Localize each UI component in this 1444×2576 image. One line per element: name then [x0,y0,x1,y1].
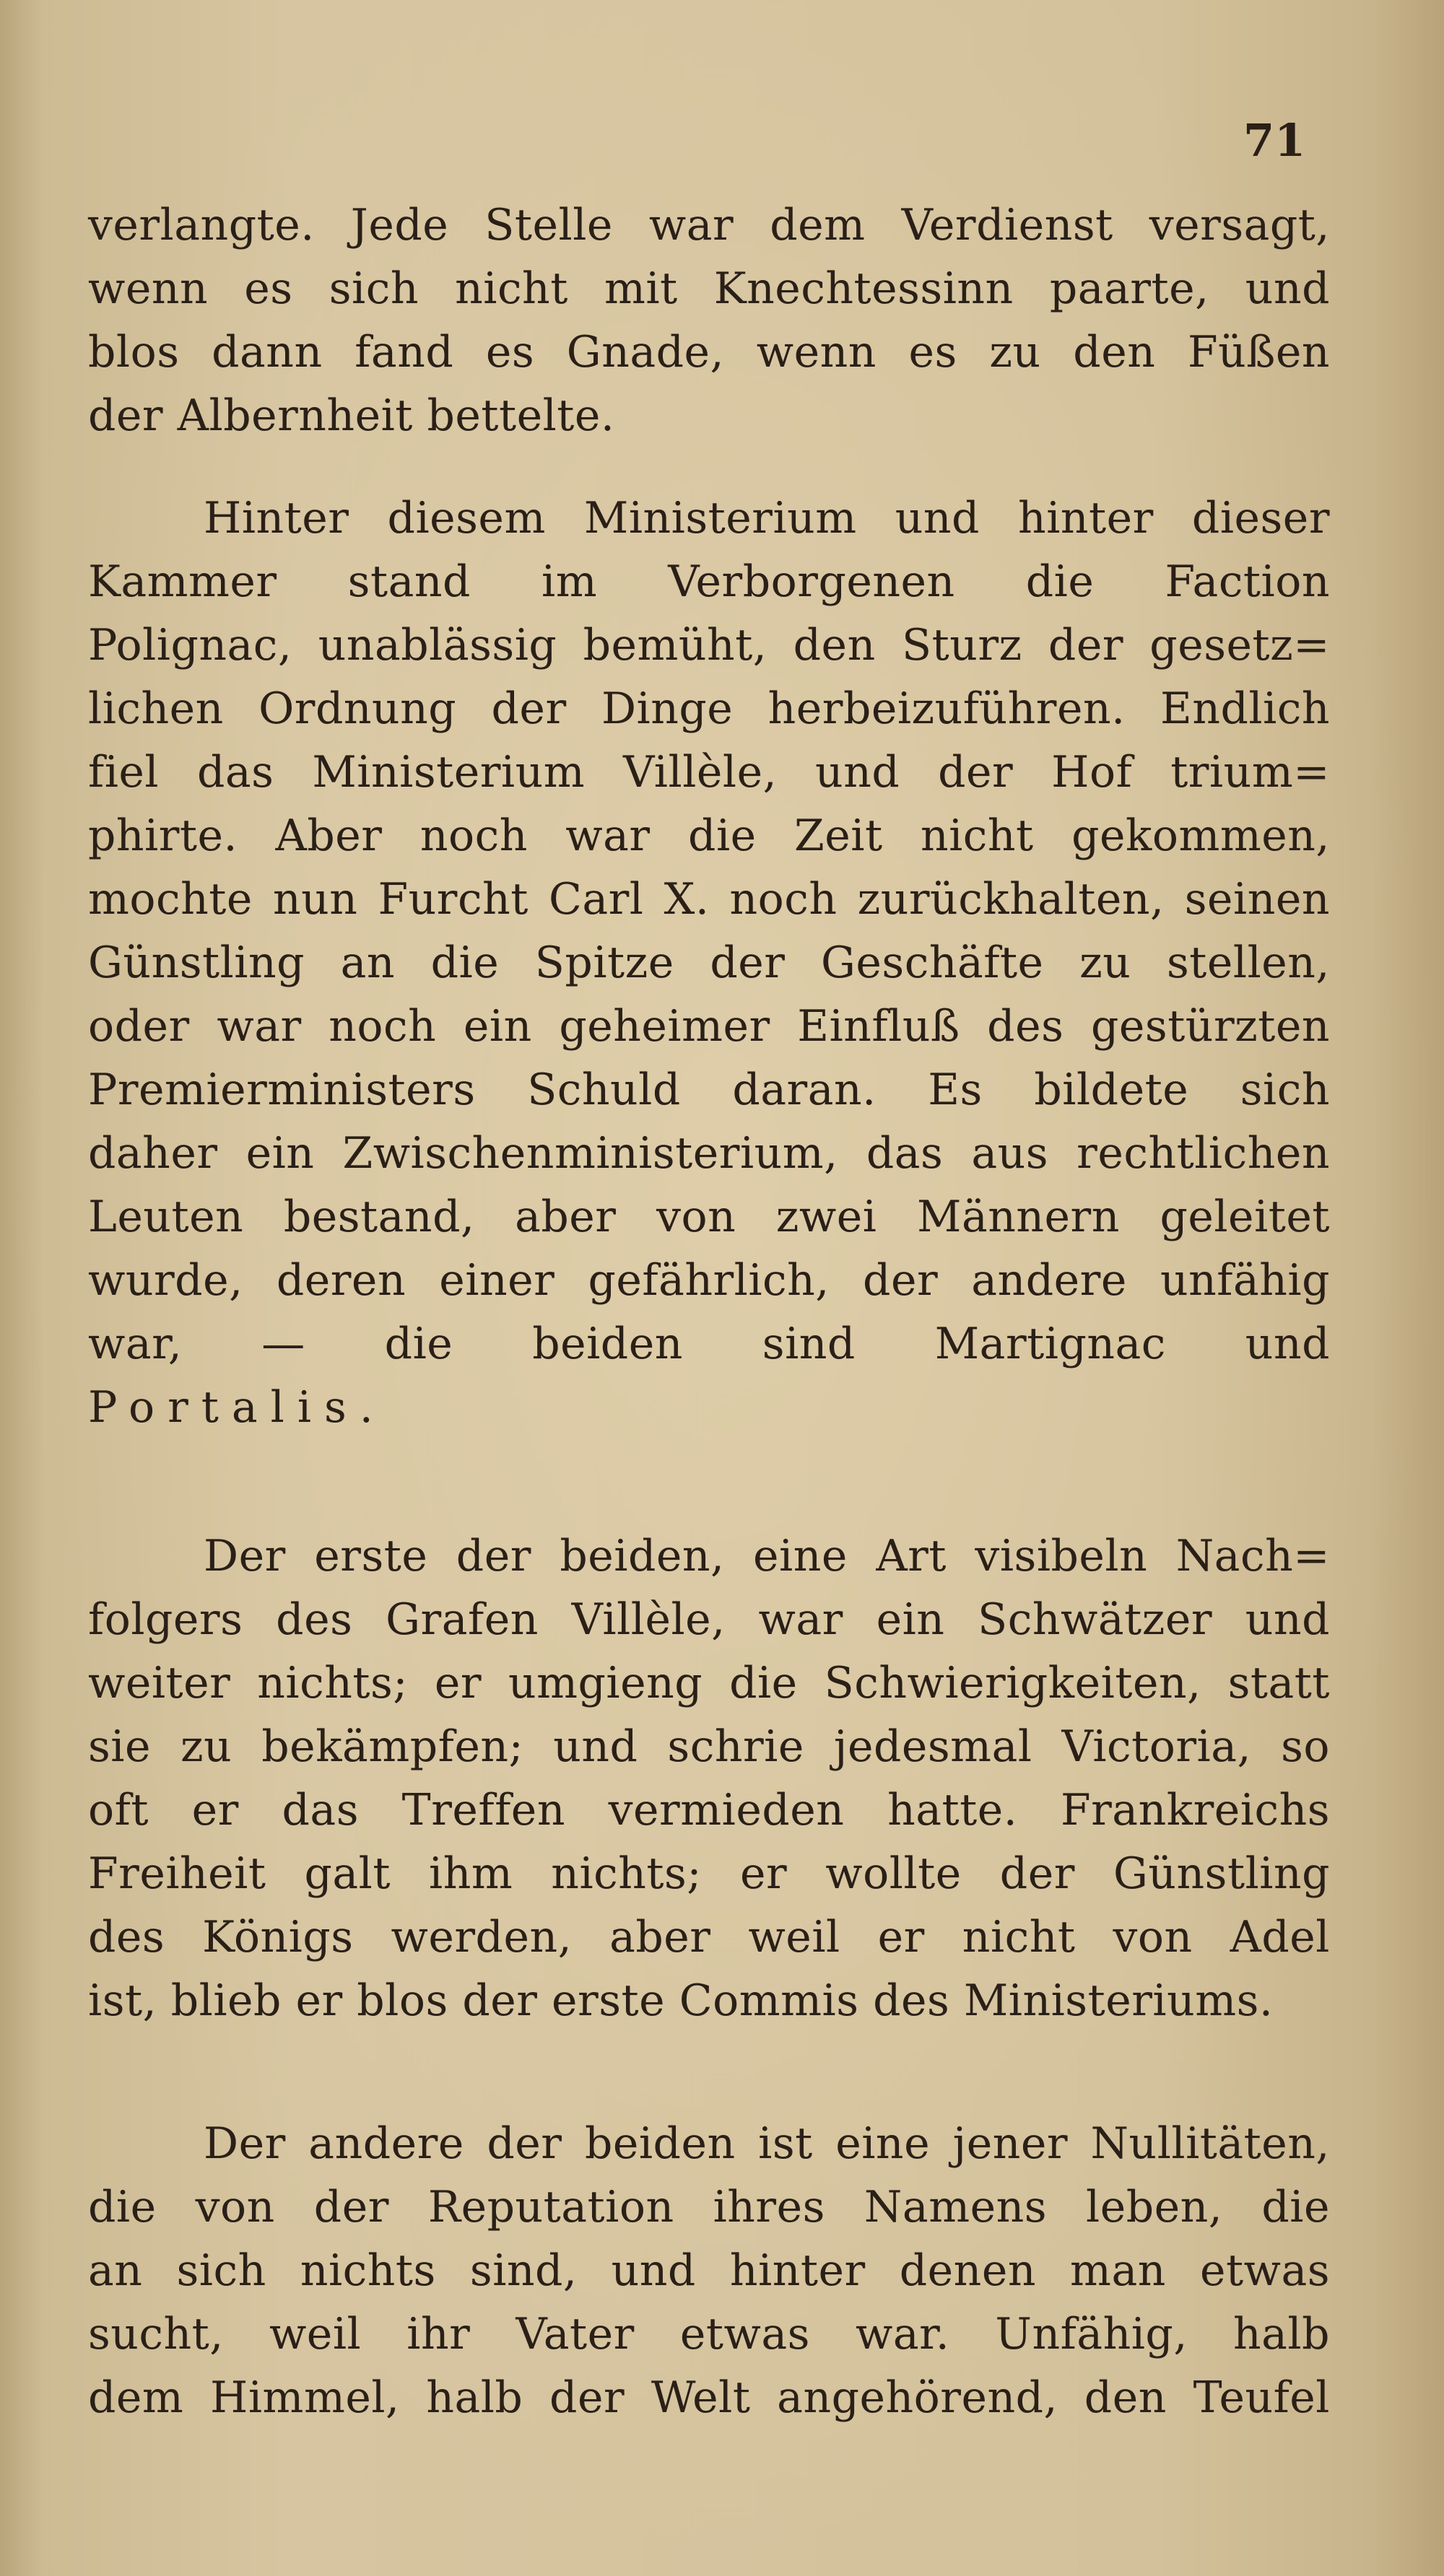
text-line: Günstling an die Spitze der Geschäfte zu stellen, [88,938,1330,988]
text-line: an sich nichts sind, und hinter denen man etwas [88,2245,1330,2296]
text-line: ist, blieb er blos der erste Commis des Ministeriums. [88,1975,1274,2026]
text-line: wenn es sich nicht mit Knechtessinn paarte, und [88,263,1330,314]
text-line: sucht, weil ihr Vater etwas war. Unfähig, halb [88,2309,1330,2359]
text-line: Portalis. [88,1382,386,1433]
paragraph-3 [88,1524,1330,2033]
text-line: Freiheit galt ihm nichts; er wollte der Günstling [88,1848,1330,1899]
text-line: Hinter diesem Ministerium und hinter dieser [204,493,1330,543]
text-line: dem Himmel, halb der Welt angehörend, den Teufel [88,2372,1330,2423]
text-line: Kammer stand im Verborgenen die Faction [88,556,1330,607]
text-line: weiter nichts; er umgieng die Schwierigkeiten, statt [88,1658,1330,1708]
text-line: daher ein Zwischenministerium, das aus rechtlichen [88,1128,1330,1179]
text-line: fiel das Ministerium Villèle, und der Hof trium= [88,747,1330,798]
text-line: oft er das Treffen vermieden hatte. Frankreichs [88,1785,1330,1835]
text-line: verlangte. Jede Stelle war dem Verdienst versagt, [88,200,1330,250]
paragraph-4 [88,2112,1330,2429]
text-line: phirte. Aber noch war die Zeit nicht gekommen, [88,811,1330,861]
text-line: Premierministers Schuld daran. Es bildete sich [88,1065,1330,1115]
text-line: blos dann fand es Gnade, wenn es zu den Füßen [88,327,1330,377]
text-line: sie zu bekämpfen; und schrie jedesmal Victoria, so [88,1721,1330,1772]
text-line: war, — die beiden sind Martignac und [88,1319,1330,1369]
text-line: folgers des Grafen Villèle, war ein Schwätzer und [88,1594,1330,1645]
text-line: lichen Ordnung der Dinge herbeizuführen. Endlich [88,684,1330,734]
text-line: Der andere der beiden ist eine jener Nullitäten, [204,2118,1330,2169]
text-line: wurde, deren einer gefährlich, der andere unfähig [88,1255,1330,1306]
text-line: oder war noch ein geheimer Einfluß des gestürzten [88,1001,1330,1052]
paragraph-2 [88,486,1330,1439]
body-text [88,193,1330,2429]
paragraph-1 [88,193,1330,447]
text-line: Leuten bestand, aber von zwei Männern geleitet [88,1192,1330,1242]
text-line: Der erste der beiden, eine Art visibeln Nach= [204,1531,1330,1581]
page-number: 71 [1243,114,1306,167]
text-line: die von der Reputation ihres Namens leben, die [88,2182,1330,2232]
text-line: der Albernheit bettelte. [88,390,615,441]
text-line: Polignac, unablässig bemüht, den Sturz der gesetz= [88,620,1330,671]
text-line: mochte nun Furcht Carl X. noch zurückhalten, seinen [88,874,1330,925]
text-line: des Königs werden, aber weil er nicht von Adel [88,1912,1330,1962]
